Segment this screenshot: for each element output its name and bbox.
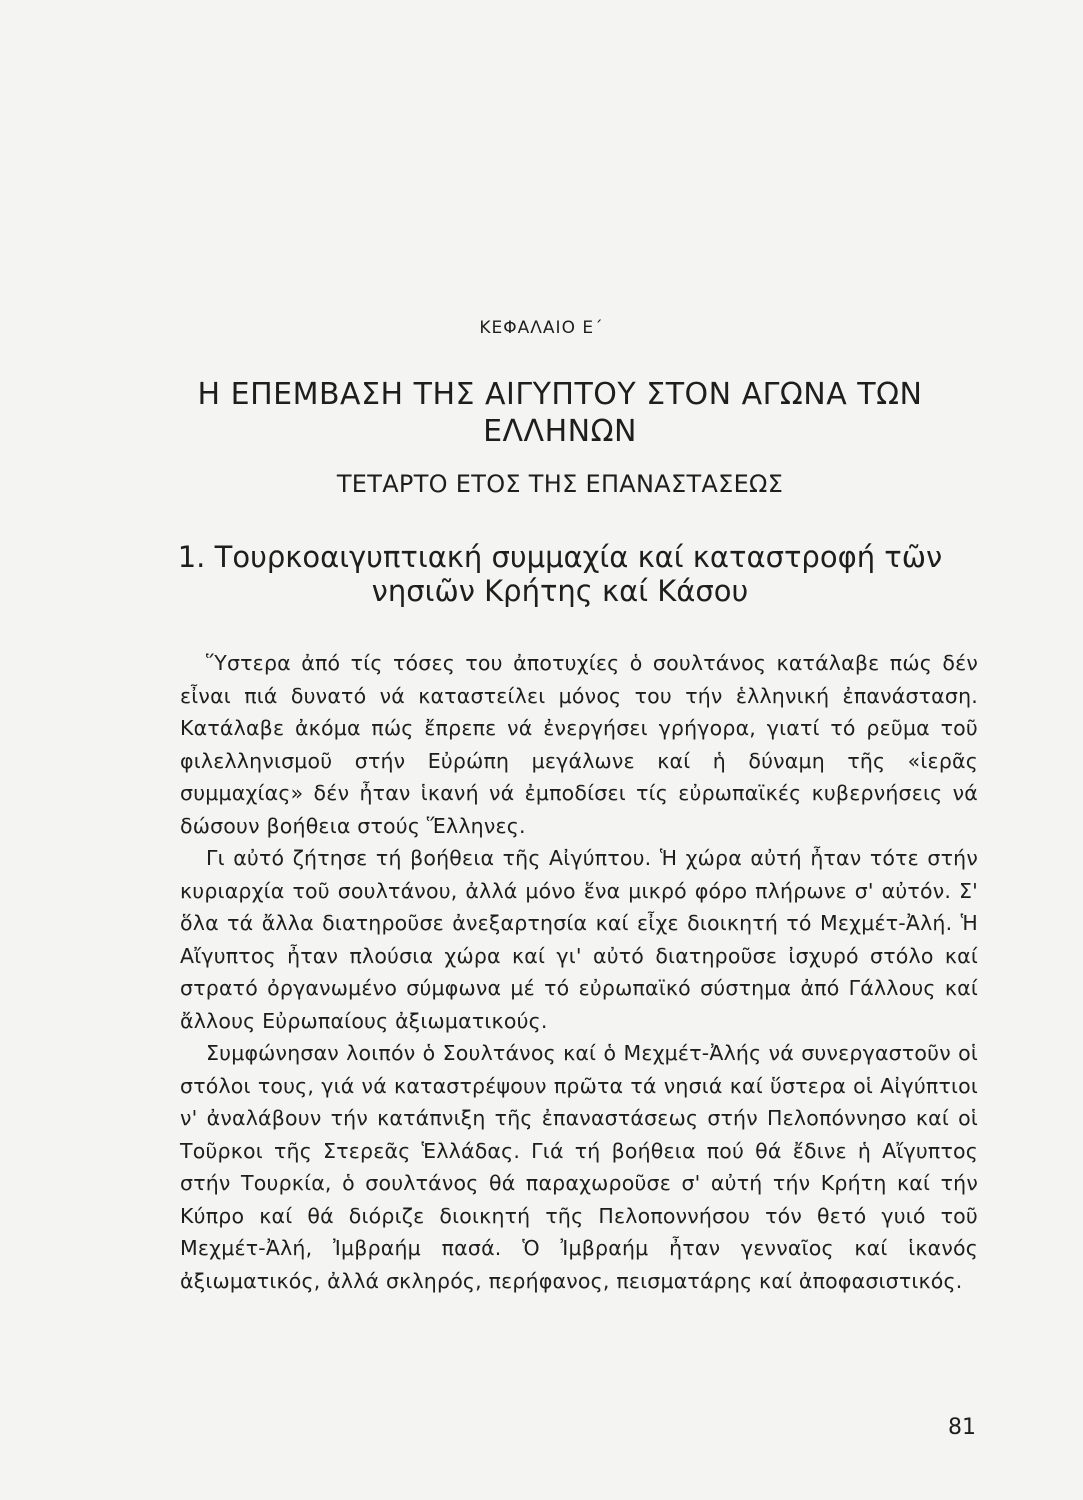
- body-text: [180, 647, 978, 1297]
- paragraph: Ὕστερα ἀπό τίς τόσες του ἀποτυχίες ὁ σουλτάνος κατάλαβε πώς δέν εἶναι πιά δυνατό νά καταστείλει μόνος του τήν ἑλληνική ἐπανάσταση. Κατάλαβε ἀκόμα πώς ἔπρεπε νά ἐνεργήσει γρήγορα, γιατί τό ρεῦμα τοῦ φιλελληνισμοῦ στήν Εὐρώπη μεγάλωνε καί ἡ δύναμη τῆς «ἱερᾶς συμμαχίας» δέν ἦταν ἱκανή νά ἐμποδίσει τίς εὐρωπαϊκές κυβερνήσεις νά δώσουν βοήθεια στούς Ἕλληνες.: [180, 651, 978, 838]
- chapter-label: ΚΕΦΑΛΑΙΟ Ε΄: [479, 318, 604, 338]
- chapter-title: Η ΕΠΕΜΒΑΣΗ ΤΗΣ ΑΙΓΥΠΤΟΥ ΣΤΟΝ ΑΓΩΝΑ ΤΩΝ ΕΛΛΗΝΩΝ: [197, 377, 923, 449]
- section-title: 1. Τουρκοαιγυπτιακή συμμαχία καί καταστροφή τῶν νησιῶν Κρήτης καί Κάσου: [177, 540, 943, 608]
- paragraph: Γι αὐτό ζήτησε τή βοήθεια τῆς Αἰγύπτου. Ἡ χώρα αὐτή ἦταν τότε στήν κυριαρχία τοῦ σουλτάνου, ἀλλά μόνο ἕνα μικρό φόρο πλήρωνε σ' αὐτόν. Σ' ὅλα τά ἄλλα διατηροῦσε ἀνεξαρτησία καί εἶχε διοικητή τό Μεχμέτ-Ἀλή. Ἡ Αἴγυπτος ἦταν πλούσια χώρα καί γι' αὐτό διατηροῦσε ἰσχυρό στόλο καί στρατό ὀργανωμένο σύμφωνα μέ τό εὐρωπαϊκό σύστημα ἀπό Γάλλους καί ἄλλους Εὐρωπαίους ἀξιωματικούς.: [180, 846, 978, 1033]
- page-number: 81: [948, 1415, 976, 1440]
- paragraph: Συμφώνησαν λοιπόν ὁ Σουλτάνος καί ὁ Μεχμέτ-Ἀλής νά συνεργαστοῦν οἱ στόλοι τους, γιά νά καταστρέψουν πρῶτα τά νησιά καί ὕστερα οἱ Αἰγύπτιοι ν' ἀναλάβουν τήν κατάπνιξη τῆς ἐπαναστάσεως στήν Πελοπόννησο καί οἱ Τοῦρκοι τῆς Στερεᾶς Ἑλλάδας. Γιά τή βοήθεια πού θά ἔδινε ἡ Αἴγυπτος στήν Τουρκία, ὁ σουλτάνος θά παραχωροῦσε σ' αὐτή τήν Κρήτη καί τήν Κύπρο καί θά διόριζε διοικητή τῆς Πελοποννήσου τόν θετό γυιό τοῦ Μεχμέτ-Ἀλή, Ἰμβραήμ πασά. Ὁ Ἰμβραήμ ἦταν γενναῖος καί ἱκανός ἀξιωματικός, ἀλλά σκληρός, περήφανος, πεισματάρης καί ἀποφασιστικός.: [180, 1041, 978, 1293]
- chapter-subtitle: ΤΕΤΑΡΤΟ ΕΤΟΣ ΤΗΣ ΕΠΑΝΑΣΤΑΣΕΩΣ: [336, 470, 784, 498]
